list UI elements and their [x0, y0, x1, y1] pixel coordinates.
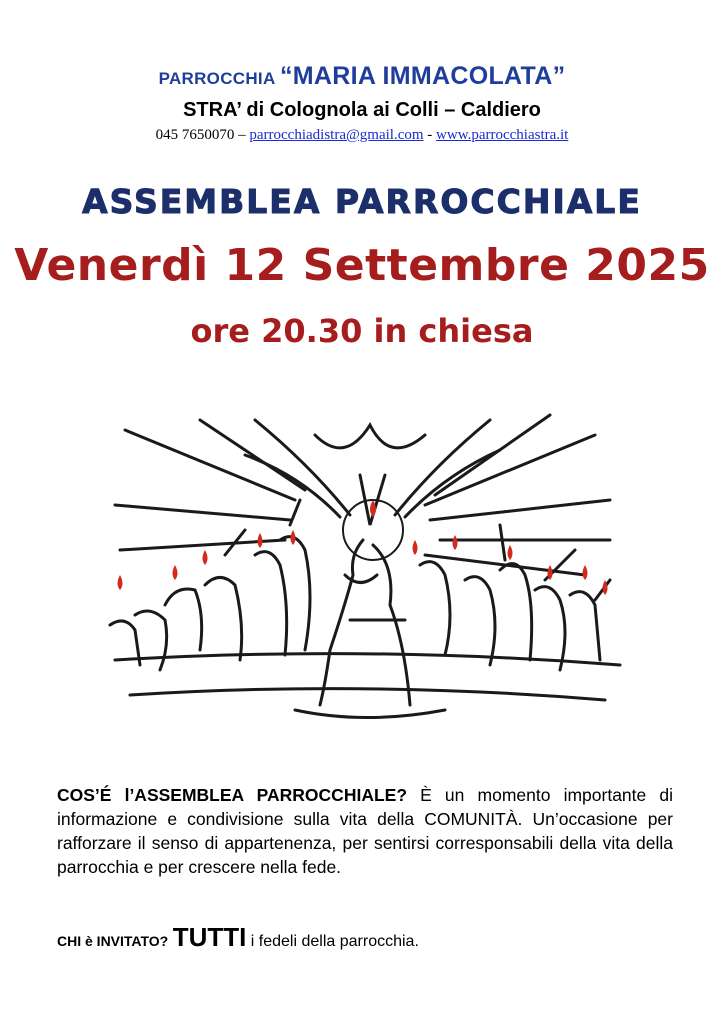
contact-separator: -: [423, 127, 437, 143]
email-link[interactable]: parrocchiadistra@gmail.com: [249, 127, 424, 143]
phone-number: 045 7650070: [155, 127, 235, 143]
contact-separator: –: [234, 127, 250, 143]
parish-name: “MARIA IMMACOLATA”: [279, 62, 566, 90]
description-answer: È un momento importante di informazione e condivisione sulla vita della COMUNITÀ. Un’occasione per rafforzare il senso di appartenenza, per sentirsi corresponsabili della vita della parrocchia e per crescere nella fede.: [57, 785, 673, 877]
event-title: ASSEMBLEA PARROCCHIALE: [82, 182, 642, 221]
invite-all: TUTTI: [172, 922, 247, 952]
parish-header: [0, 62, 724, 91]
invite-line: [57, 922, 419, 953]
parish-location: STRA’ di Colognola ai Colli – Caldiero: [183, 99, 541, 121]
event-time-place: ore 20.30 in chiesa: [190, 312, 534, 350]
website-link[interactable]: www.parrocchiastra.it: [436, 127, 569, 143]
contact-line: [0, 127, 724, 144]
pentecost-dove-icon: [105, 405, 625, 735]
description-question: COS’É l’ASSEMBLEA PARROCCHIALE?: [57, 785, 408, 805]
assembly-description: [57, 783, 673, 879]
event-date: Venerdì 12 Settembre 2025: [14, 240, 710, 291]
parish-prefix: PARROCCHIA: [158, 69, 276, 88]
invite-question: CHI è INVITATO?: [57, 933, 169, 949]
invite-rest: i fedeli della parrocchia.: [246, 933, 419, 950]
